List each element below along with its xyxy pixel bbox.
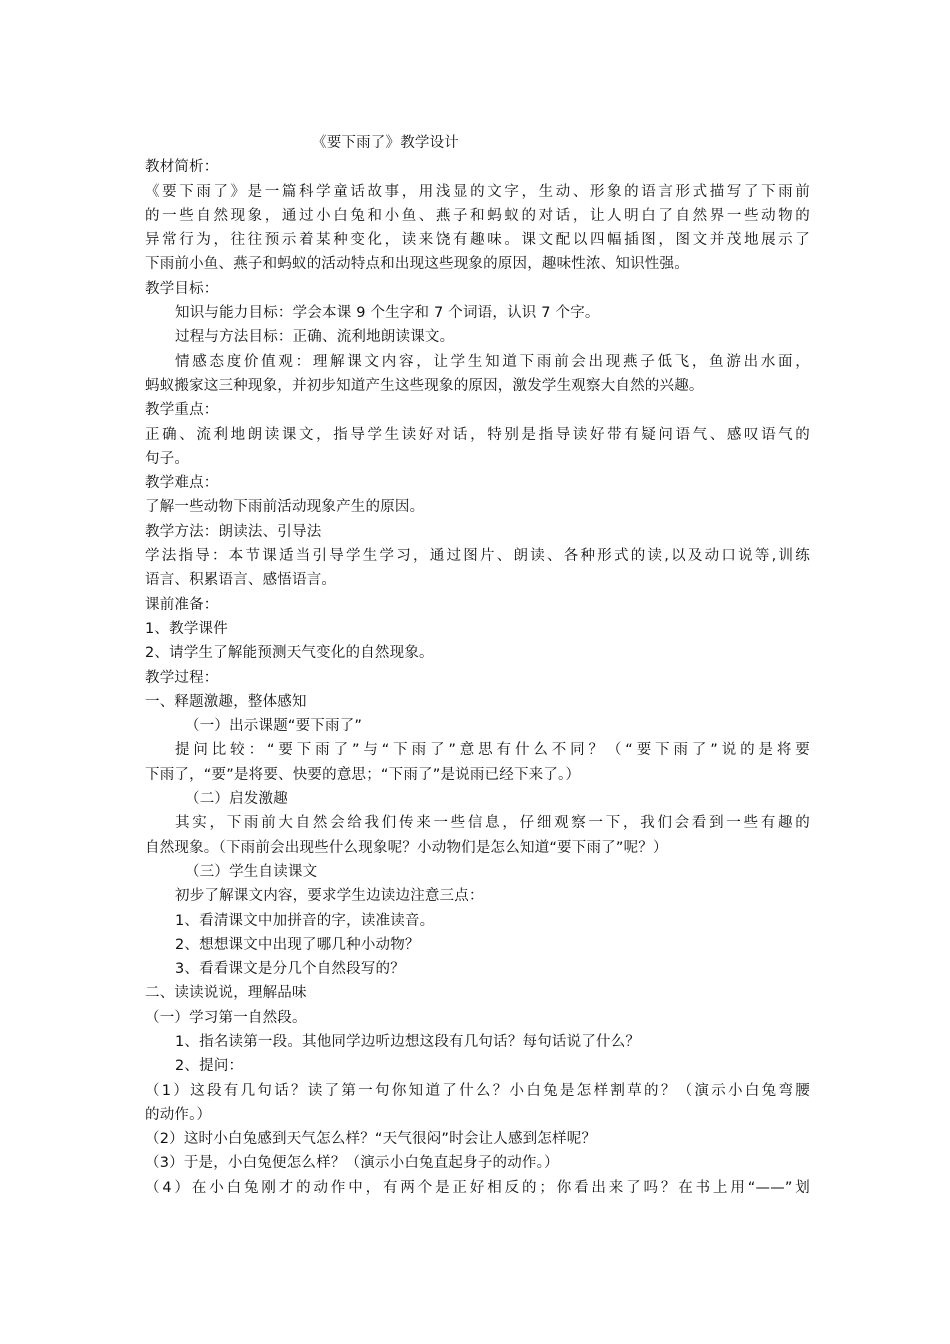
text-line: 下雨前小鱼、燕子和蚂蚁的活动特点和出现这些现象的原因，趣味性浓、知识性强。	[145, 256, 689, 273]
text-line: 二、读读说说，理解品味	[145, 985, 307, 1002]
text-line: 句子。	[145, 450, 190, 467]
text-line: 过程与方法目标：正确、流利地朗读课文。	[175, 329, 455, 346]
text-line: 教学难点：	[145, 475, 219, 492]
text-line: 正确、流利地朗读课文，指导学生读好对话，特别是指导读好带有疑问语气、感叹语气的	[145, 426, 810, 443]
text-line: 提问比较：“要下雨了”与“下雨了”意思有什么不同？（“要下雨了”说的是将要	[175, 742, 810, 759]
text-line: 1、指名读第一段。其他同学边听边想这段有几句话？每句话说了什么？	[175, 1033, 641, 1050]
text-line: （一）学习第一自然段。	[145, 1009, 307, 1026]
text-line: 初步了解课文内容，要求学生边读边注意三点：	[175, 888, 484, 905]
text-line: （三）学生自读课文	[185, 863, 318, 880]
text-line: 2、请学生了解能预测天气变化的自然现象。	[145, 645, 434, 662]
text-line: 2、提问：	[175, 1058, 244, 1075]
text-line: 自然现象。（下雨前会出现些什么现象呢？小动物们是怎么知道“要下雨了”呢？）	[145, 839, 668, 856]
text-line: 蚂蚁搬家这三种现象，并初步知道产生这些现象的原因，激发学生观察大自然的兴趣。	[145, 377, 704, 394]
text-line: （二）启发激趣	[185, 791, 288, 808]
document-body	[145, 131, 810, 1200]
text-line: 教材简析：	[145, 159, 219, 176]
text-line: （2）这时小白兔感到天气怎么样？“天气很闷”时会让人感到怎样呢？	[145, 1131, 597, 1148]
text-line: 下雨了，“要”是将要、快要的意思；“下雨了”是说雨已经下来了。）	[145, 766, 581, 783]
text-line: 其实，下雨前大自然会给我们传来一些信息，仔细观察一下，我们会看到一些有趣的	[175, 815, 810, 832]
text-line: （4）在小白兔刚才的动作中，有两个是正好相反的；你看出来了吗？在书上用“——”划	[145, 1179, 810, 1196]
text-line: （3）于是，小白兔便怎么样？（演示小白兔直起身子的动作。）	[145, 1155, 559, 1172]
text-line: 课前准备：	[145, 596, 219, 613]
text-line: 异常行为，往往预示着某种变化，读来饶有趣味。课文配以四幅插图，图文并茂地展示了	[145, 232, 810, 249]
document-lines	[145, 155, 810, 1200]
text-line: （1）这段有几句话？读了第一句你知道了什么？小白兔是怎样割草的？（演示小白兔弯腰	[145, 1082, 810, 1099]
document-title: 《要下雨了》教学设计	[312, 135, 459, 151]
text-line: 一、释题激趣，整体感知	[145, 693, 307, 710]
text-line: 语言、积累语言、感悟语言。	[145, 572, 337, 589]
text-line: 教学方法：朗读法、引导法	[145, 523, 322, 540]
text-line: 教学过程：	[145, 669, 219, 686]
text-line: 《要下雨了》是一篇科学童话故事，用浅显的文字，生动、形象的语言形式描写了下雨前	[145, 183, 810, 200]
text-line: 了解一些动物下雨前活动现象产生的原因。	[145, 499, 425, 516]
text-line: 3、看看课文是分几个自然段写的？	[175, 961, 405, 978]
text-line: 1、教学课件	[145, 620, 228, 637]
text-line: 学法指导：本节课适当引导学生学习，通过图片、朗读、各种形式的读,以及动口说等,训练	[145, 548, 810, 565]
text-line: 教学目标：	[145, 280, 219, 297]
text-line: 情感态度价值观：理解课文内容，让学生知道下雨前会出现燕子低飞，鱼游出水面，	[175, 353, 810, 370]
text-line: 教学重点：	[145, 402, 219, 419]
text-line: 2、想想课文中出现了哪几种小动物？	[175, 936, 420, 953]
text-line: （一）出示课题“要下雨了”	[185, 718, 363, 735]
text-line: 的动作。）	[145, 1106, 212, 1123]
text-line: 1、看清课文中加拼音的字，读准读音。	[175, 912, 435, 929]
text-line: 的一些自然现象，通过小白兔和小鱼、燕子和蚂蚁的对话，让人明白了自然界一些动物的	[145, 207, 810, 224]
text-line: 知识与能力目标：学会本课 9 个生字和 7 个词语，认识 7 个字。	[175, 305, 600, 322]
